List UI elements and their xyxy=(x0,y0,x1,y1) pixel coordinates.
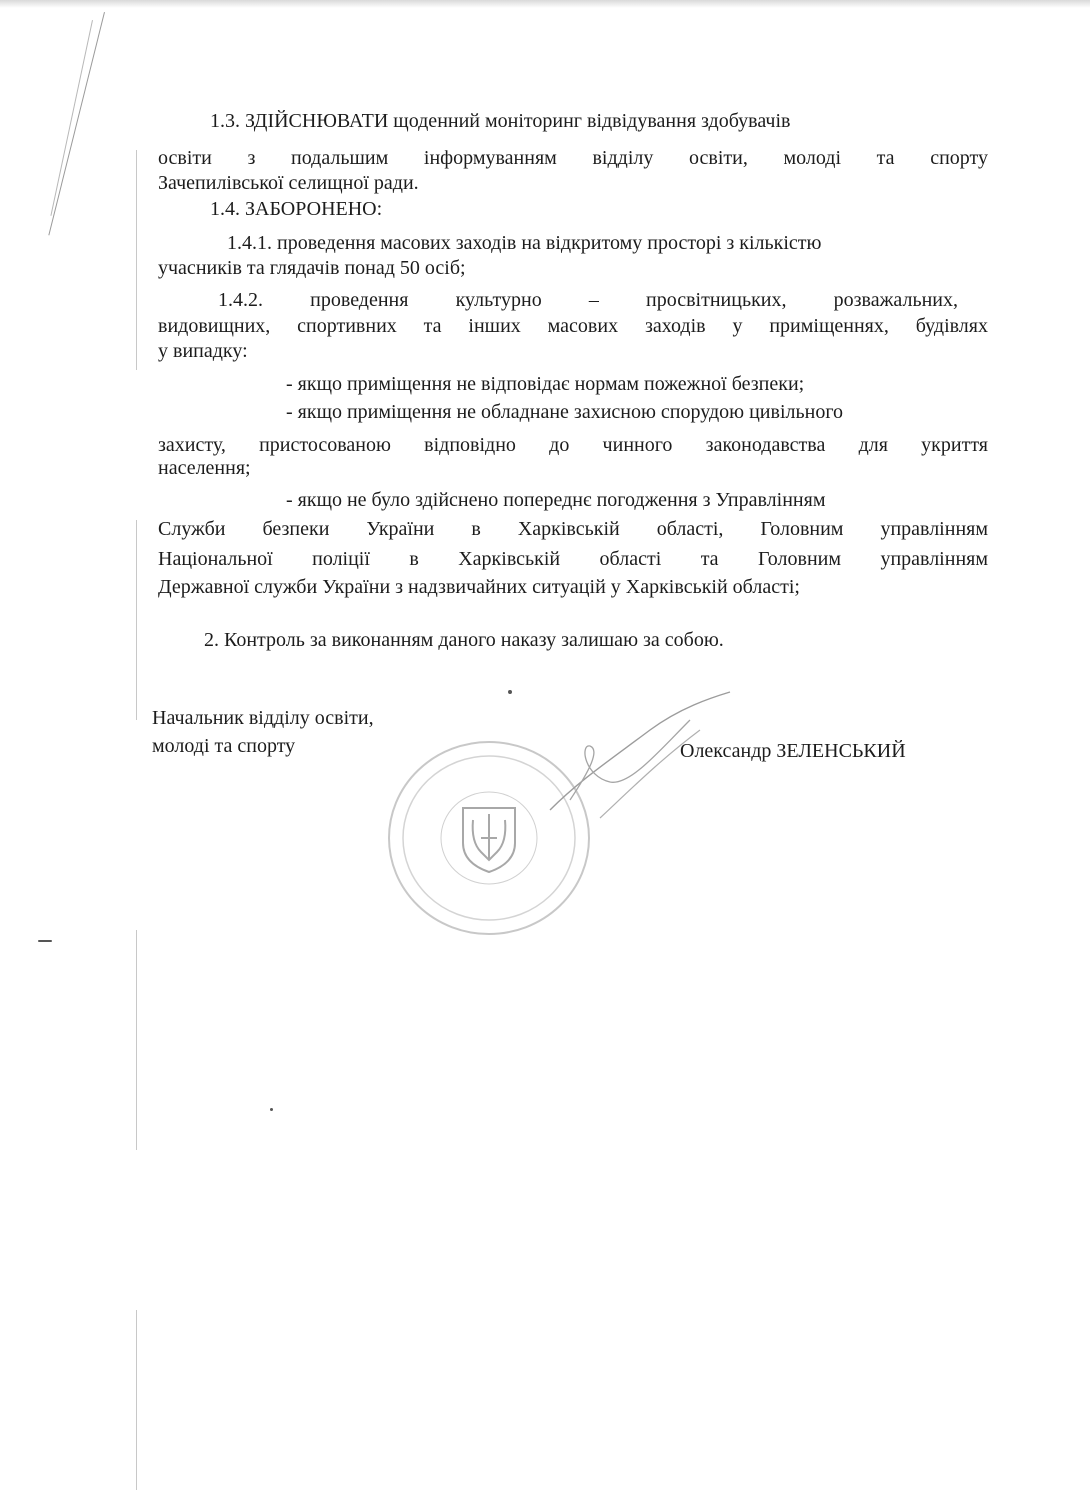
signatory-name: Олександр ЗЕЛЕНСЬКИЙ xyxy=(680,740,906,762)
text-line: учасників та глядачів понад 50 осіб; xyxy=(158,257,466,279)
signatory-position: молоді та спорту xyxy=(152,735,296,757)
scan-speck xyxy=(38,940,52,942)
text-line: освіти з подальшим інформуванням відділу освіти, молоді та спорту xyxy=(158,147,988,169)
margin-line xyxy=(136,1310,137,1490)
scan-streak xyxy=(50,20,93,216)
text-line: Державної служби України з надзвичайних ситуацій у Харківській області; xyxy=(158,576,800,598)
text-line: - якщо приміщення не обладнане захисною спорудою цивільного xyxy=(286,401,844,423)
section-heading: 1.4. ЗАБОРОНЕНО: xyxy=(210,198,383,220)
text-line: - якщо приміщення не відповідає нормам пожежної безпеки; xyxy=(286,373,805,395)
text-line: 2. Контроль за виконанням даного наказу залишаю за собою. xyxy=(204,629,724,651)
text-line: 1.4.1. проведення масових заходів на відкритому просторі з кількістю xyxy=(227,232,822,254)
text-line: Служби безпеки України в Харківській області, Головним управлінням xyxy=(158,518,988,540)
text-line: Зачепилівської селищної ради. xyxy=(158,172,419,194)
text-line: - якщо не було здійснено попереднє погодження з Управлінням xyxy=(286,489,826,511)
scan-speck xyxy=(508,690,512,694)
text-line: у випадку: xyxy=(158,340,248,362)
trident-emblem-icon xyxy=(463,808,515,872)
handwritten-signature xyxy=(540,690,740,830)
text-line: Національної поліції в Харківській області та Головним управлінням xyxy=(158,548,988,570)
signatory-position: Начальник відділу освіти, xyxy=(152,707,374,729)
scan-speck xyxy=(270,1108,273,1111)
margin-line xyxy=(136,520,137,720)
text-line: 1.4.2. проведення культурно – просвітницьких, розважальних, xyxy=(218,289,958,311)
text-line: населення; xyxy=(158,457,251,479)
margin-line xyxy=(136,930,137,1150)
text-line: 1.3. ЗДІЙСНЮВАТИ щоденний моніторинг відвідування здобувачів xyxy=(210,110,791,132)
margin-line xyxy=(136,150,137,370)
text-line: захисту, пристосованою відповідно до чинного законодавства для укриття xyxy=(158,434,988,456)
text-line: видовищних, спортивних та інших масових заходів у приміщеннях, будівлях xyxy=(158,315,988,337)
scan-streak xyxy=(48,12,105,235)
scan-top-edge xyxy=(0,0,1090,8)
